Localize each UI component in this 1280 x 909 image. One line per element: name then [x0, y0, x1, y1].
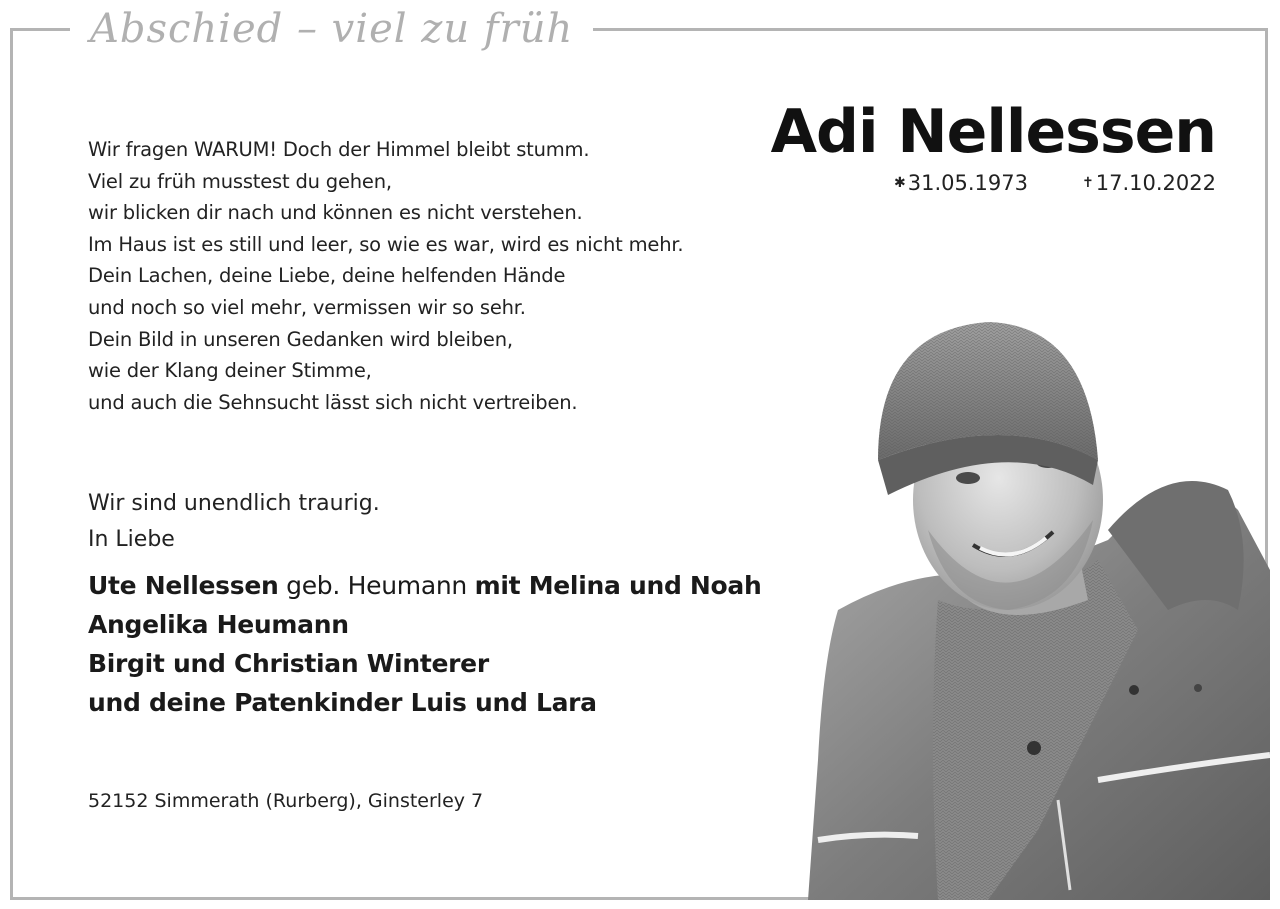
death-cross-icon: ✝: [1082, 175, 1094, 191]
family-children: mit Melina und Noah: [474, 571, 762, 600]
death-date-group: [1082, 170, 1216, 196]
poem-line: Viel zu früh musstest du gehen,: [88, 169, 392, 193]
poem-line: und noch so viel mehr, vermissen wir so sehr.: [88, 295, 526, 319]
poem-line: Wir fragen WARUM! Doch der Himmel bleibt stumm.: [88, 138, 590, 161]
poem-line: Dein Lachen, deine Liebe, deine helfenden Hände: [88, 264, 566, 288]
poem-line: Dein Bild in unseren Gedanken wird bleiben,: [88, 327, 513, 351]
mourning-sad: Wir sind unendlich traurig.: [88, 491, 380, 516]
family-line: Birgit und Christian Winterer: [88, 649, 489, 678]
deceased-block: [771, 94, 1216, 196]
poem-line: wir blicken dir nach und können es nicht verstehen.: [88, 201, 583, 225]
poem-line: und auch die Sehnsucht lässt sich nicht vertreiben.: [88, 390, 578, 414]
birth-star-icon: ✱: [894, 175, 906, 191]
family-line: und deine Patenkinder Luis und Lara: [88, 688, 597, 717]
life-dates: [771, 170, 1216, 196]
birth-date-group: [894, 170, 1028, 196]
family-line: [88, 566, 762, 605]
address: 52152 Simmerath (Rurberg), Ginsterley 7: [88, 790, 484, 812]
family-line: Angelika Heumann: [88, 610, 349, 639]
portrait-photo: [808, 310, 1270, 900]
death-date: 17.10.2022: [1095, 171, 1216, 195]
poem-line: Im Haus ist es still und leer, so wie es war, wird es nicht mehr.: [88, 232, 684, 256]
mourning-text: [88, 486, 380, 558]
mourning-love: In Liebe: [88, 527, 175, 552]
birth-date: 31.05.1973: [907, 171, 1029, 195]
poem: [88, 134, 768, 418]
poem-line: wie der Klang deiner Stimme,: [88, 359, 372, 383]
family-signatures: [88, 566, 762, 722]
family-name: Ute Nellessen: [88, 571, 279, 600]
header-title: Abschied – viel zu früh: [70, 0, 593, 60]
deceased-name: Adi Nellessen: [770, 97, 1216, 167]
maiden-name: geb. Heumann: [286, 571, 467, 600]
